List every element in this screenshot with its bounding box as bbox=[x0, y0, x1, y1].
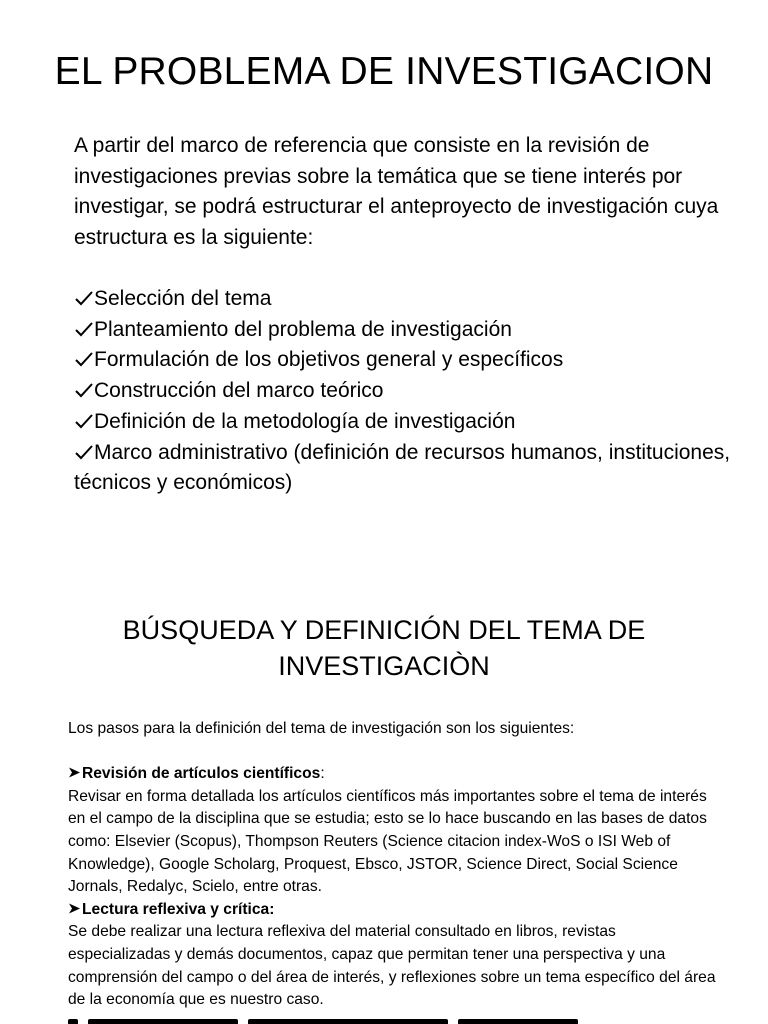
checklist-item bbox=[74, 315, 734, 346]
step-heading bbox=[68, 899, 718, 922]
checkmark-icon bbox=[74, 444, 94, 460]
checkmark-icon bbox=[74, 290, 94, 306]
checkmark-icon bbox=[74, 351, 94, 367]
arrowhead-bullet-icon bbox=[68, 1019, 78, 1024]
checklist-item bbox=[74, 376, 734, 407]
checklist-item-label: Definición de la metodología de investigación bbox=[94, 409, 516, 433]
structure-checklist bbox=[74, 284, 734, 499]
checklist-item-label: Marco administrativo (definición de recursos humanos, instituciones, técnicos y económicos) bbox=[74, 440, 731, 495]
section-title-line: INVESTIGACIÒN bbox=[278, 651, 490, 681]
step-heading-suffix: : bbox=[320, 765, 325, 783]
step-heading bbox=[68, 763, 718, 786]
steps-intro: Los pasos para la definición del tema de investigación son los siguientes: bbox=[68, 720, 575, 737]
checklist-item bbox=[74, 407, 734, 438]
checkmark-icon bbox=[74, 382, 94, 398]
section-title-line: BÚSQUEDA Y DEFINICIÓN DEL TEMA DE bbox=[122, 615, 646, 645]
arrowhead-bullet-icon bbox=[68, 903, 81, 914]
steps-body bbox=[68, 718, 718, 1012]
step-heading-label: Revisión de artículos científicos bbox=[82, 765, 321, 783]
truncated-text-fragment bbox=[248, 1019, 448, 1024]
step-text: Revisar en forma detallada los artículos científicos más importantes sobre el tema de interés en el campo de la disciplina que se estudia; esto se lo hace buscando en las bases de datos como: Elsevier (Scopus), Thompson Reuters (Science citacion index-WoS o ISI Web of Knowledge), Google Scholarg, Proquest, Ebsco, JSTOR, Science Direct, Social Science Jornals, Redalyc, Scielo, entre otras. bbox=[68, 787, 707, 896]
page-title: EL PROBLEMA DE INVESTIGACION bbox=[54, 50, 714, 93]
truncated-next-line bbox=[68, 1016, 708, 1024]
truncated-text-fragment bbox=[88, 1019, 238, 1024]
arrowhead-bullet-icon bbox=[68, 767, 81, 778]
step-text: Se debe realizar una lectura reflexiva del material consultado en libros, revistas especializadas y demás documentos, capaz que permitan tener una perspectiva y una comprensión del campo o del área de interés, y reflexiones sobre un tema específico del área de la economía que es nuestro caso. bbox=[68, 923, 716, 1009]
truncated-text-fragment bbox=[458, 1019, 578, 1024]
checkmark-icon bbox=[74, 413, 94, 429]
checklist-item bbox=[74, 284, 734, 315]
checkmark-icon bbox=[74, 321, 94, 337]
intro-paragraph: A partir del marco de referencia que consiste en la revisión de investigaciones previas sobre la temática que se tiene interés por investigar, se podrá estructurar el anteproyecto de investigación cuya estructura es la siguiente: bbox=[74, 134, 719, 250]
checklist-item-label: Selección del tema bbox=[94, 287, 272, 310]
checklist-item bbox=[74, 345, 734, 376]
section-title bbox=[0, 612, 768, 684]
step-heading-label: Lectura reflexiva y crítica: bbox=[82, 900, 275, 918]
checklist-item-label: Planteamiento del problema de investigación bbox=[94, 317, 512, 341]
checklist-item-label: Formulación de los objetivos general y específicos bbox=[94, 348, 564, 372]
paragraph-spacer bbox=[68, 741, 718, 764]
checklist-item bbox=[74, 438, 734, 499]
checklist-item-label: Construcción del marco teórico bbox=[94, 379, 384, 403]
